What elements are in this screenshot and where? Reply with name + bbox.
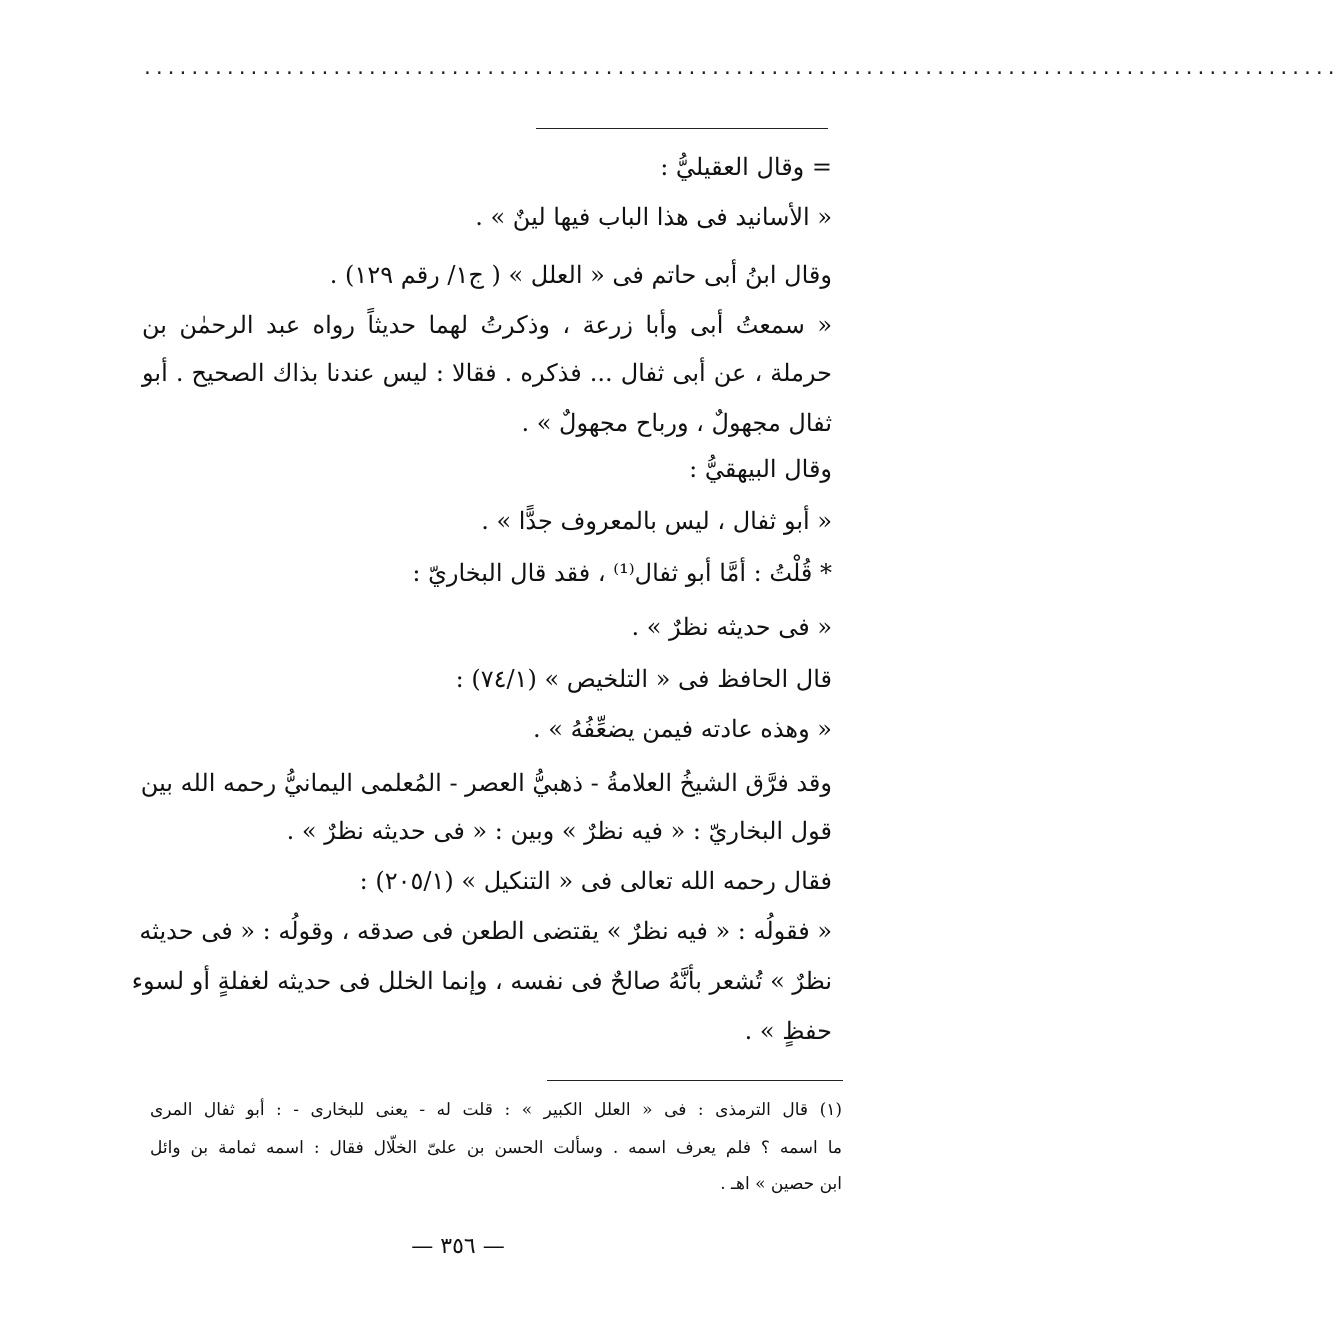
text-line-6: ثفال مجهولٌ ، ورباح مجهولٌ » .	[521, 409, 832, 437]
text-line-1: = وقال العقيليُّ :	[660, 153, 832, 181]
text-line-12: « وهذه عادته فيمن يضعِّفُهُ » .	[533, 715, 832, 743]
text-line-9: * قُلْتُ : أمَّا أبو ثفال⁽¹⁾ ، فقد قال البخاريّ :	[412, 559, 832, 587]
text-line-7: وقال البيهقيُّ :	[689, 455, 832, 483]
text-line-16: « فقولُه : « فيه نظرٌ » يقتضى الطعن فى صدقه ، وقولُه : « فى حديثه	[139, 917, 832, 945]
text-line-8: « أبو ثفال ، ليس بالمعروف جدًّا » .	[481, 507, 832, 535]
footnote-line-3: ابن حصين » اهـ .	[720, 1174, 842, 1194]
text-line-11: قال الحافظ فى « التلخيص » (٧٤/١) :	[455, 665, 832, 693]
text-line-3: وقال ابنُ أبى حاتم فى « العلل » ( ج١/ رقم ١٢٩) .	[329, 261, 832, 289]
text-line-4: « سمعتُ أبى وأبا زرعة ، وذكرتُ لهما حديثاً رواه عبد الرحمٰن بن	[142, 311, 832, 339]
text-line-18: حفظٍ » .	[744, 1017, 832, 1045]
continuation-rule	[536, 128, 828, 129]
text-line-10: « فى حديثه نظرٌ » .	[631, 613, 832, 641]
text-line-15: فقال رحمه الله تعالى فى « التنكيل » (٢٠٥/١) :	[359, 867, 832, 895]
header-dotted-rule: .....................................................................................................	[142, 58, 1338, 79]
footnote-separator	[547, 1080, 843, 1081]
footnote-line-1: (١) قال الترمذى : فى « العلل الكبير » : قلت له - يعنى للبخارى - : أبو ثفال المرى	[150, 1100, 842, 1120]
page-number: — ٣٥٦ —	[411, 1234, 505, 1259]
text-line-2: « الأسانيد فى هذا الباب فيها لينٌ » .	[475, 203, 832, 231]
text-line-13: وقد فرَّق الشيخُ العلامةُ - ذهبيُّ العصر - المُعلمى اليمانيُّ رحمه الله بين	[140, 769, 832, 797]
text-line-17: نظرٌ » تُشعر بأنَّهُ صالحٌ فى نفسه ، وإنما الخلل فى حديثه لغفلةٍ أو لسوء	[131, 967, 832, 995]
text-line-14: قول البخاريّ : « فيه نظرٌ » وبين : « فى حديثه نظرٌ » .	[286, 817, 832, 845]
footnote-line-2: ما اسمه ؟ فلم يعرف اسمه . وسألت الحسن بن علىّ الخلّال فقال : اسمه ثمامة بن وائل	[150, 1138, 842, 1158]
text-line-5: حرملة ، عن أبى ثفال ... فذكره . فقالا : ليس عندنا بذاك الصحيح . أبو	[142, 359, 832, 387]
